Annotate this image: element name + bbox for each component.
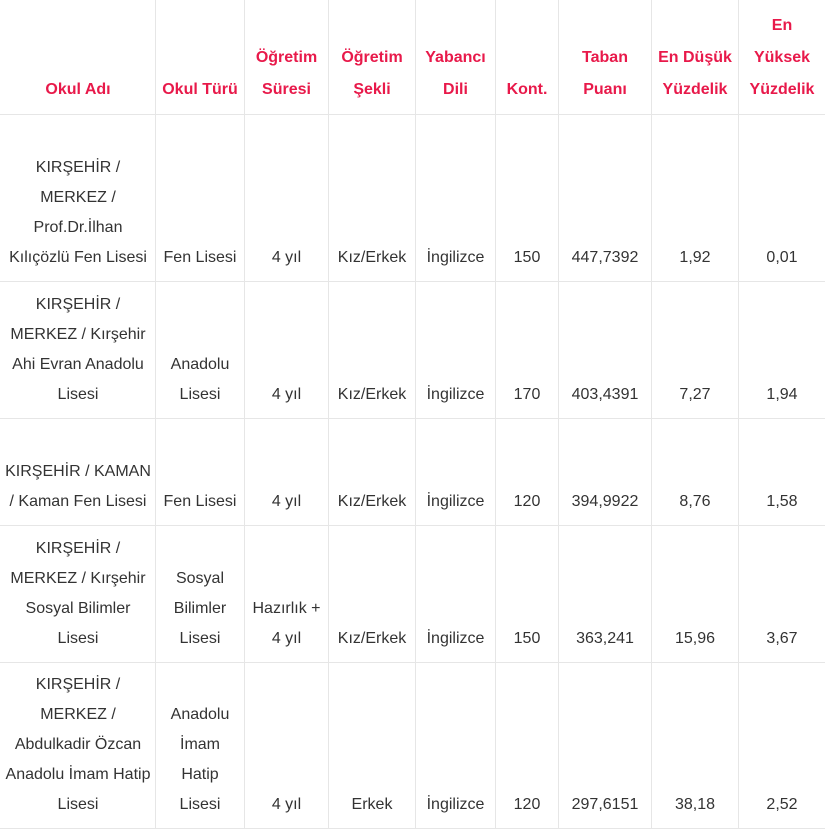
cell-highest-percentile: 3,67 [739,526,825,663]
cell-base-score: 297,6151 [559,663,652,829]
cell-highest-percentile: 0,01 [739,115,825,282]
cell-education-form: Kız/Erkek [329,282,416,419]
header-foreign-language: Yabancı Dili [416,1,496,115]
cell-highest-percentile: 1,94 [739,282,825,419]
table-row [1,115,825,282]
cell-lowest-percentile: 8,76 [652,419,739,526]
cell-quota: 170 [496,282,559,419]
cell-base-score: 403,4391 [559,282,652,419]
cell-education-form: Kız/Erkek [329,115,416,282]
table-header-row [1,1,825,115]
header-quota: Kont. [496,1,559,115]
cell-school-type: Sosyal Bilimler Lisesi [156,526,245,663]
cell-base-score: 447,7392 [559,115,652,282]
cell-quota: 120 [496,663,559,829]
cell-lowest-percentile: 1,92 [652,115,739,282]
header-lowest-percentile: En Düşük Yüzdelik [652,1,739,115]
cell-foreign-language: İngilizce [416,663,496,829]
cell-highest-percentile: 1,58 [739,419,825,526]
header-education-duration: Öğretim Süresi [245,1,329,115]
cell-school-type: Fen Lisesi [156,115,245,282]
table-row [1,282,825,419]
cell-education-duration: 4 yıl [245,115,329,282]
cell-lowest-percentile: 38,18 [652,663,739,829]
cell-school-name: KIRŞEHİR / MERKEZ / Kırşehir Sosyal Bilimler Lisesi [1,526,156,663]
cell-quota: 150 [496,115,559,282]
cell-education-form: Erkek [329,663,416,829]
cell-education-duration: 4 yıl [245,419,329,526]
cell-base-score: 363,241 [559,526,652,663]
cell-school-name: KIRŞEHİR / MERKEZ / Prof.Dr.İlhan Kılıçözlü Fen Lisesi [1,115,156,282]
header-school-type: Okul Türü [156,1,245,115]
header-highest-percentile: En Yüksek Yüzdelik [739,1,825,115]
cell-foreign-language: İngilizce [416,115,496,282]
cell-lowest-percentile: 7,27 [652,282,739,419]
cell-lowest-percentile: 15,96 [652,526,739,663]
table-row [1,419,825,526]
cell-school-name: KIRŞEHİR / KAMAN / Kaman Fen Lisesi [1,419,156,526]
cell-highest-percentile: 2,52 [739,663,825,829]
cell-school-name: KIRŞEHİR / MERKEZ / Kırşehir Ahi Evran Anadolu Lisesi [1,282,156,419]
cell-foreign-language: İngilizce [416,526,496,663]
cell-education-duration: 4 yıl [245,663,329,829]
cell-education-duration: 4 yıl [245,282,329,419]
cell-education-form: Kız/Erkek [329,526,416,663]
cell-foreign-language: İngilizce [416,282,496,419]
table-row [1,526,825,663]
cell-school-type: Fen Lisesi [156,419,245,526]
header-school-name: Okul Adı [1,1,156,115]
header-base-score: Taban Puanı [559,1,652,115]
cell-quota: 150 [496,526,559,663]
cell-school-type: Anadolu Lisesi [156,282,245,419]
cell-base-score: 394,9922 [559,419,652,526]
header-education-form: Öğretim Şekli [329,1,416,115]
table-row [1,663,825,829]
cell-education-duration: Hazırlık + 4 yıl [245,526,329,663]
cell-education-form: Kız/Erkek [329,419,416,526]
cell-school-name: KIRŞEHİR / MERKEZ / Abdulkadir Özcan Anadolu İmam Hatip Lisesi [1,663,156,829]
cell-foreign-language: İngilizce [416,419,496,526]
cell-school-type: Anadolu İmam Hatip Lisesi [156,663,245,829]
cell-quota: 120 [496,419,559,526]
